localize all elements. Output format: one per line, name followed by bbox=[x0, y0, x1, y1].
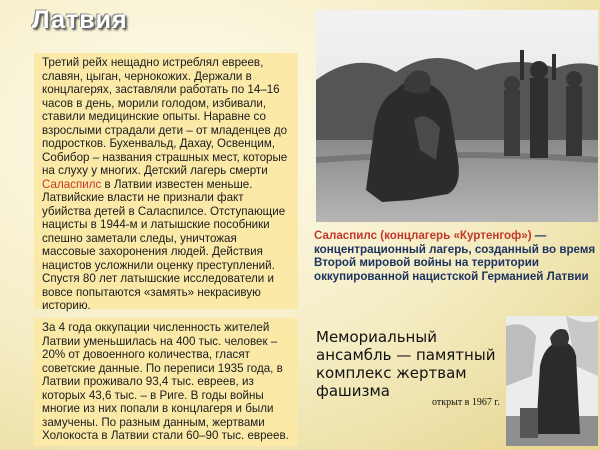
occupation-text-block: За 4 года оккупации численность жителей Латвии уменьшилась на 400 тыс. человек – 20% от довоенного количества, гласят советские данные. По переписи 1935 года, в Латвии проживало 93,4 тыс. евреев, из которых 43,6 тыс. – в Риге. В годы войны многие из них попали в концлагеря и были замучены. По разным данным, жертвами Холокоста в Латвии стали 60–90 тыс. евреев. bbox=[34, 318, 298, 446]
salaspils-memorial-photo bbox=[316, 10, 598, 222]
main-text-block bbox=[34, 53, 298, 312]
salaspils-highlight: Саласпилс bbox=[42, 177, 102, 191]
slide-title: Латвия bbox=[32, 6, 128, 34]
mother-sculpture-photo bbox=[506, 316, 598, 446]
main-text-part2: в Латвии известен меньше. Латвийские власти не признали факт убийства детей в Саласпилсе. Отступающие нацисты в 1944-м и латышские пособники спешно заметали следы, уничтожая массовые захоронения людей. Действия нацистов усложнили оценку преступлений. Спустя 80 лет латышские исследователи и вовсе попытаются «замять» некрасивую историю. bbox=[42, 177, 286, 312]
caption-highlight: Саласпилс (концлагерь «Куртенгоф») bbox=[314, 229, 532, 242]
photo-caption bbox=[314, 229, 596, 283]
memorial-heading: Мемориальный ансамбль — памятный комплекс жертвам фашизма bbox=[316, 328, 496, 400]
main-text-part1: Третий рейх нещадно истреблял евреев, славян, цыган, чернокожих. Держали в концлагерях, заставляли работать по 14–16 часов в день, морили голодом, избивали, ставили медицинские опыты. Наравне со взрослыми страдали дети – от младенцев до подростков. Бухенвальд, Дахау, Освенцим, Собибор – названия страшных мест, которые на слуху у многих. Детский лагерь смерти bbox=[42, 56, 288, 177]
memorial-opened-date: открыт в 1967 г. bbox=[432, 397, 500, 408]
caption-rest: — концентрационный лагерь, созданный во время Второй мировой войны на территории оккупированной нацистской Германией Латвии bbox=[314, 229, 596, 283]
